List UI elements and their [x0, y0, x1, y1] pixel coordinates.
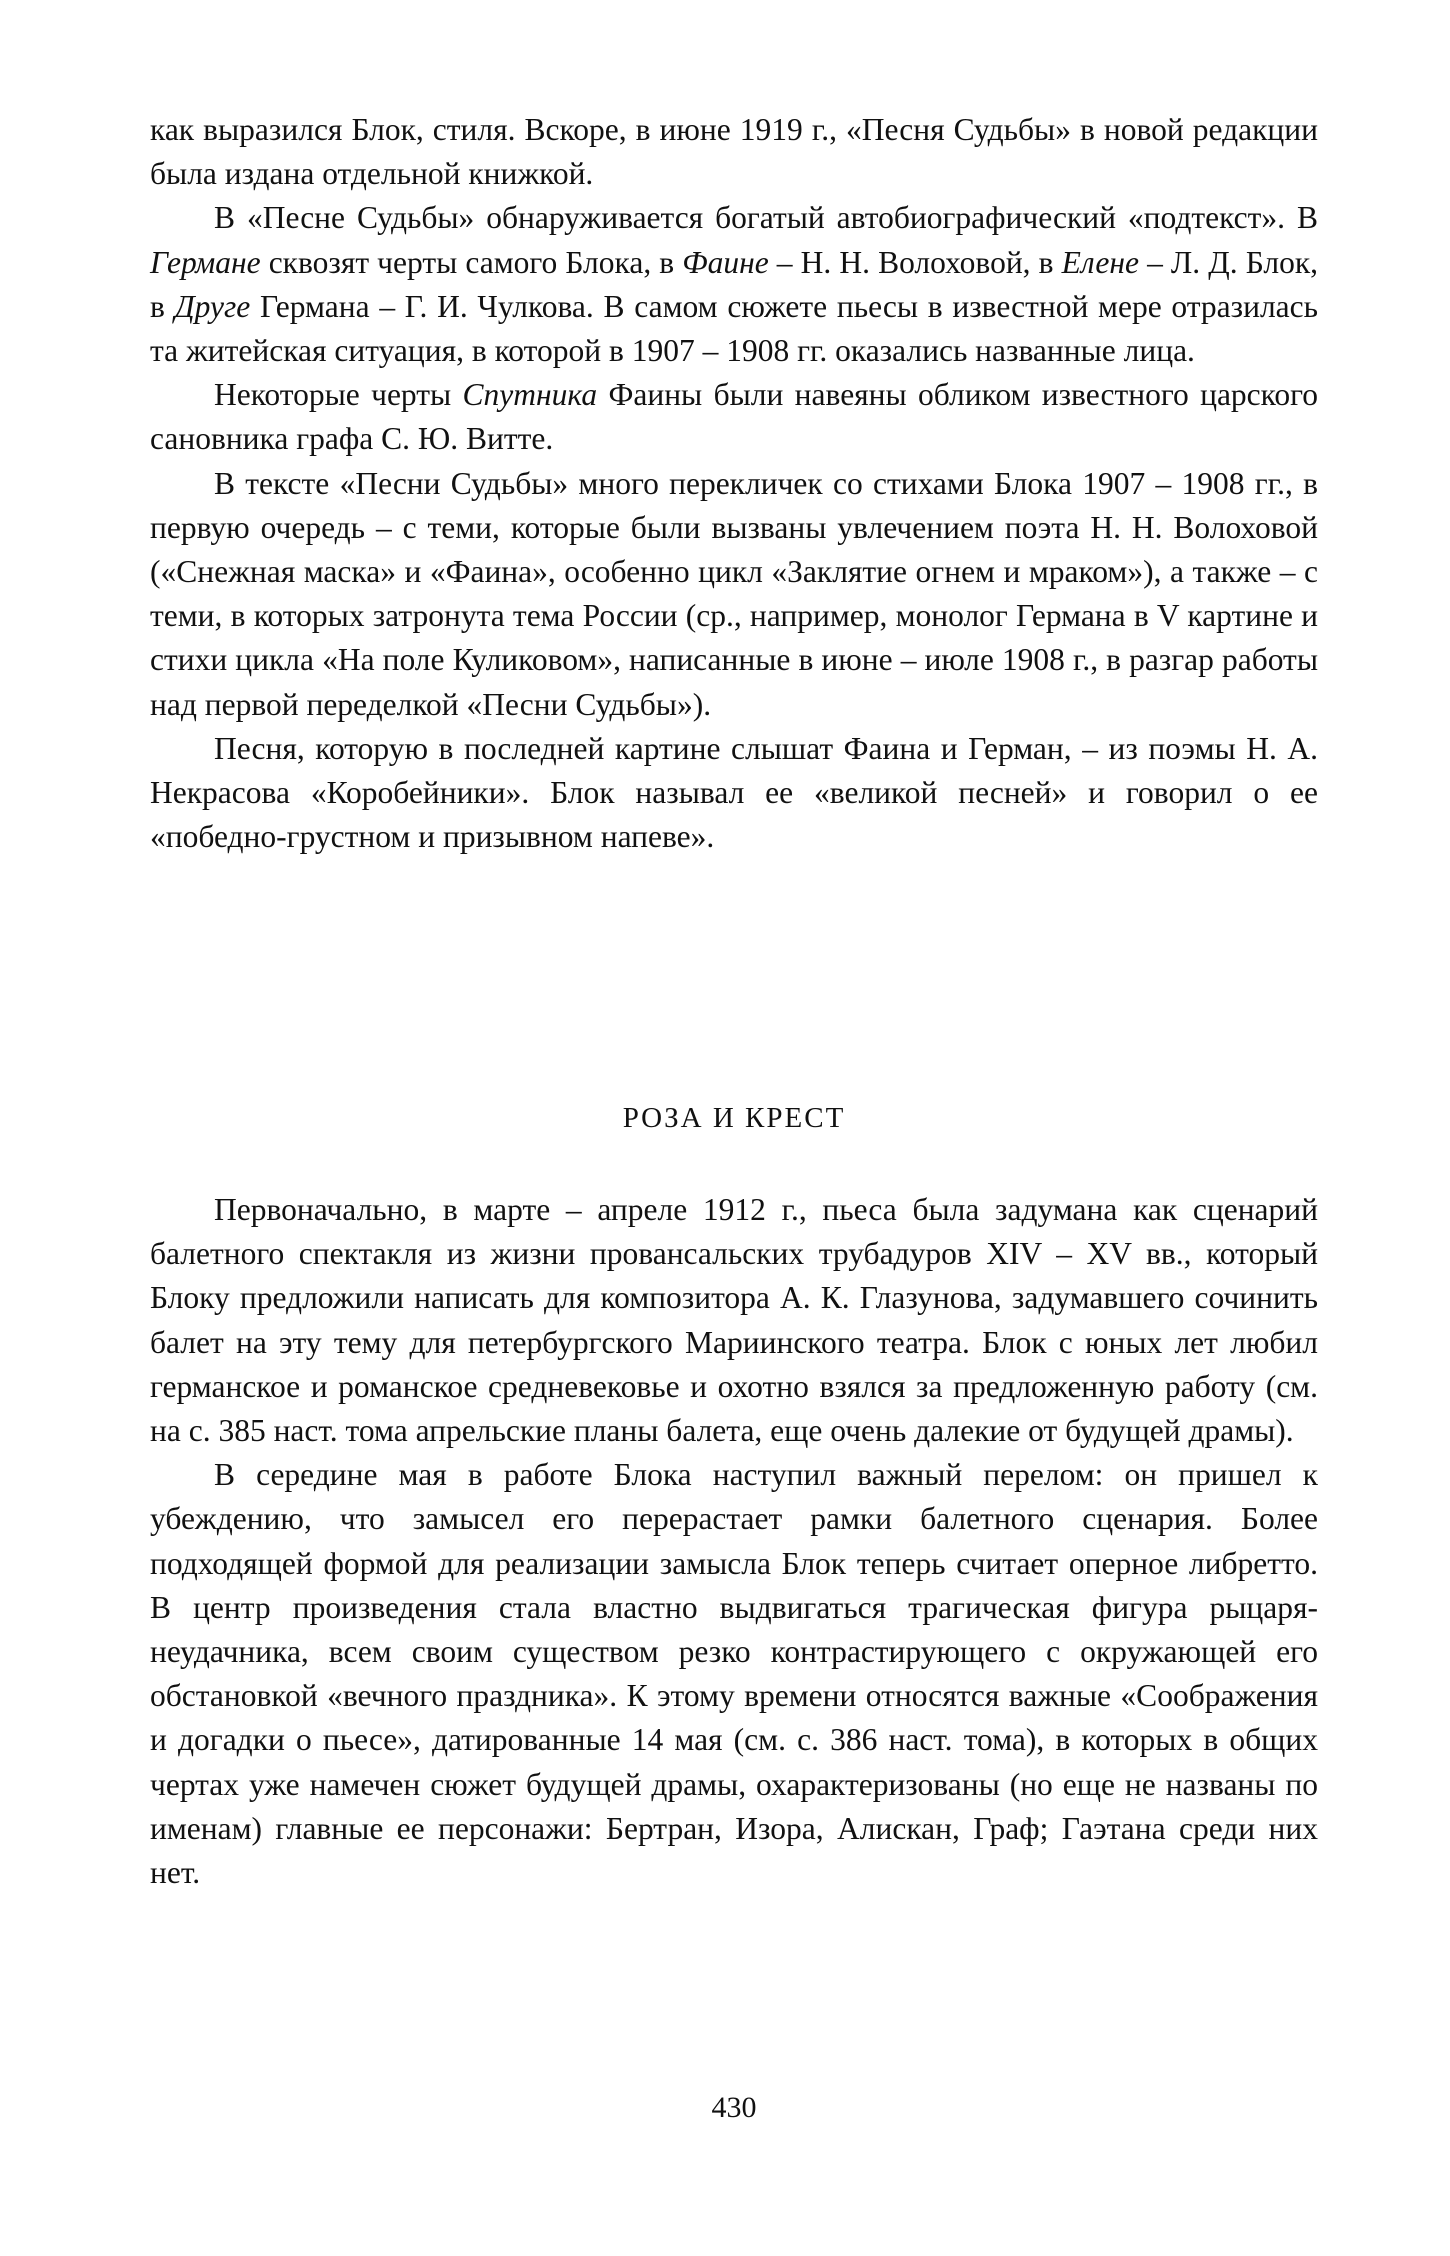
text-run: – Л. Д. Блок, в — [150, 244, 1319, 324]
paragraph: Песня, которую в последней картине слышат Фаина и Герман, – из поэмы Н. А. Некрасова «Коробейники». Блок называл ее «великой песней» и говорил о ее «победно-грустном и призывном напеве». — [150, 730, 1318, 855]
italic-name-faina: Фаине — [682, 244, 769, 280]
book-page — [150, 108, 1318, 2188]
italic-name-sputnik: Спутника — [462, 377, 598, 413]
italic-name-drug: Друге — [174, 288, 251, 324]
italic-name-german: Германе — [150, 244, 261, 280]
text-run: В «Песне Судьбы» обнаруживается богатый автобиографический «подтекст». В — [214, 200, 1318, 236]
paragraph: Первоначально, в марте – апреле 1912 г., пьеса была задумана как сценарий балетного спектакля из жизни провансальских трубадуров XIV – XV вв., который Блоку предложили написать для композитора А. К. Глазунова, задумавшего сочинить балет на эту тему для петербургского Мариинского театра. Блок с юных лет любил германское и романское средневековье и охотно взялся за предложенную работу (см. на с. 385 наст. тома апрельские планы балета, еще очень далекие от будущей драмы). — [150, 1192, 1318, 1449]
text-run: сквозят черты самого Блока, в — [260, 244, 683, 280]
paragraph: как выразился Блок, стиля. Вскоре, в июне 1919 г., «Песня Судьбы» в новой редакции была издана отдельной книжкой. — [150, 112, 1318, 192]
paragraph — [150, 373, 1318, 461]
text-run: Некоторые черты — [214, 377, 463, 413]
text-block-upper — [150, 108, 1318, 859]
section-title: РОЗА И КРЕСТ — [622, 1102, 846, 1134]
text-run: Фаины были навеяны обликом известного царского сановника графа С. Ю. Витте. — [150, 377, 1318, 457]
paragraph: В середине мая в работе Блока наступил важный перелом: он пришел к убеждению, что замысел его перерастает рамки балетного сценария. Более подходящей формой для реализации замысла Блок теперь считает оперное либретто. В центр произведения стала властно выдвигаться трагическая фигура рыцаря-неудачника, всем своим существом резко контрастирующего с окружающей его обстановкой «вечного праздника». К этому времени относятся важные «Соображения и догадки о пьесе», датированные 14 мая (см. с. 386 наст. тома), в которых в общих чертах уже намечен сюжет будущей драмы, охарактеризованы (но еще не названы по именам) главные ее персонажи: Бертран, Изора, Алискан, Граф; Гаэтана среди них нет. — [150, 1457, 1318, 1891]
text-run: – Н. Н. Волоховой, в — [768, 244, 1062, 280]
text-block-lower — [150, 1188, 1318, 1895]
italic-name-elena: Елене — [1061, 244, 1139, 280]
page-number: 430 — [711, 2091, 757, 2124]
paragraph: В тексте «Песни Судьбы» много перекличек со стихами Блока 1907 – 1908 гг., в первую очередь – с теми, которые были вызваны увлечением поэта Н. Н. Волоховой («Снежная маска» и «Фаина», особенно цикл «Заклятие огнем и мраком»), а также – с теми, в которых затронута тема России (ср., например, монолог Германа в V картине и стихи цикла «На поле Куликовом», написанные в июне – июле 1908 г., в разгар работы над первой переделкой «Песни Судьбы»). — [150, 465, 1318, 722]
paragraph — [150, 196, 1318, 373]
text-run: Германа – Г. И. Чулкова. В самом сюжете пьесы в известной мере отразилась та житейская ситуация, в которой в 1907 – 1908 гг. оказались названные лица. — [150, 288, 1318, 369]
